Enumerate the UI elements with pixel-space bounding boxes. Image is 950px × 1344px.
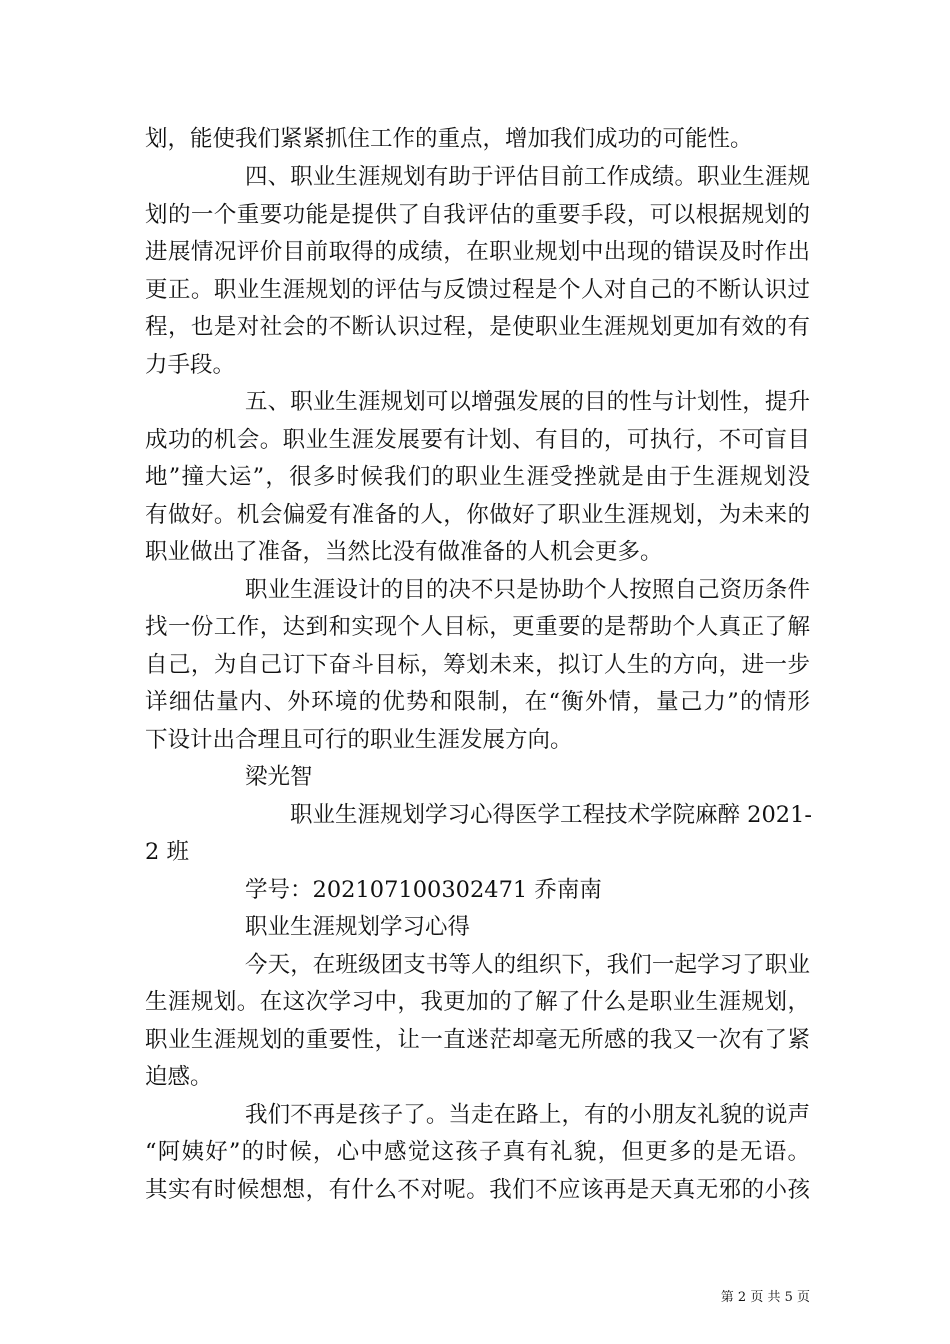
paragraph-line: 划，能使我们紧紧抓住工作的重点，增加我们成功的可能性。 — [145, 126, 753, 152]
paragraph-line: 力手段。 — [145, 352, 236, 378]
paragraph-line: 有做好。机会偏爱有准备的人，你做好了职业生涯规划，为未来的 — [145, 502, 810, 528]
paragraph-line: 职业生涯规划的重要性，让一直迷茫却毫无所感的我又一次有了紧 — [145, 1027, 810, 1053]
paragraph-line: 其实有时候想想，有什么不对呢。我们不应该再是天真无邪的小孩 — [145, 1177, 810, 1203]
paragraph-line: 详细估量内、外环境的优势和限制，在“衡外情，量己力”的情形 — [145, 689, 810, 715]
paragraph-line: 迫感。 — [145, 1064, 213, 1090]
paragraph-line: 自己，为自己订下奋斗目标，筹划未来，拟订人生的方向，进一步 — [145, 652, 810, 678]
student-id: 学号：202107100302471 乔南南 — [245, 877, 602, 903]
paragraph-line: 职业做出了准备，当然比没有做准备的人机会更多。 — [145, 539, 663, 565]
document-title: 职业生涯规划学习心得 — [245, 914, 471, 940]
paragraph-line: 下设计出合理且可行的职业生涯发展方向。 — [145, 727, 573, 753]
paragraph-line: 职业生涯设计的目的决不只是协助个人按照自己资历条件 — [245, 577, 810, 603]
paragraph-line: 进展情况评价目前取得的成绩，在职业规划中出现的错误及时作出 — [145, 239, 810, 265]
paragraph-line: “阿姨好”的时候，心中感觉这孩子真有礼貌，但更多的是无语。 — [145, 1139, 810, 1165]
paragraph-line: 五、职业生涯规划可以增强发展的目的性与计划性，提升 — [245, 389, 810, 415]
paragraph-line: 地”撞大运”，很多时候我们的职业生涯受挫就是由于生涯规划没 — [145, 464, 810, 490]
author-name: 梁光智 — [245, 764, 313, 790]
paragraph-line: 今天，在班级团支书等人的组织下，我们一起学习了职业 — [245, 952, 810, 978]
section-heading: 职业生涯规划学习心得医学工程技术学院麻醉 2021- — [290, 802, 813, 828]
paragraph-line: 我们不再是孩子了。当走在路上，有的小朋友礼貌的说声 — [245, 1102, 810, 1128]
paragraph-line: 四、职业生涯规划有助于评估目前工作成绩。职业生涯规 — [245, 164, 810, 190]
paragraph-line: 生涯规划。在这次学习中，我更加的了解了什么是职业生涯规划， — [145, 989, 810, 1015]
paragraph-line: 程，也是对社会的不断认识过程，是使职业生涯规划更加有效的有 — [145, 314, 810, 340]
paragraph-line: 找一份工作，达到和实现个人目标，更重要的是帮助个人真正了解 — [145, 614, 810, 640]
paragraph-line: 划的一个重要功能是提供了自我评估的重要手段，可以根据规划的 — [145, 202, 810, 228]
page-number-footer: 第 2 页 共 5 页 — [720, 1290, 810, 1305]
paragraph-line: 更正。职业生涯规划的评估与反馈过程是个人对自己的不断认识过 — [145, 277, 810, 303]
paragraph-line: 成功的机会。职业生涯发展要有计划、有目的，可执行，不可盲目 — [145, 427, 810, 453]
section-heading: 2 班 — [145, 839, 189, 865]
